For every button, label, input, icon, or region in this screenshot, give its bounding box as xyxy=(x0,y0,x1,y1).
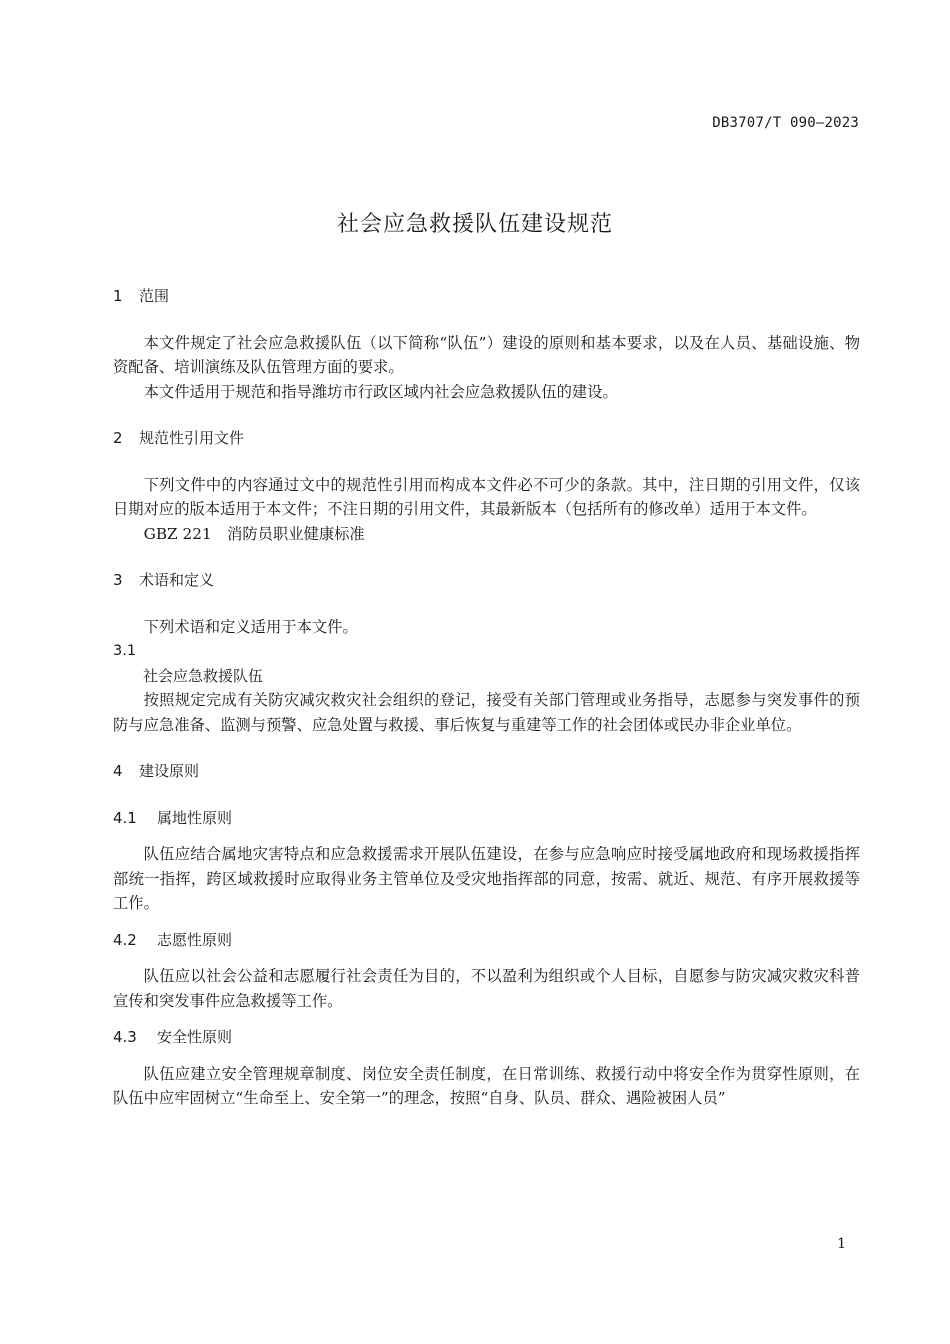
paragraph: 本文件规定了社会应急救援队伍（以下简称“队伍”）建设的原则和基本要求，以及在人员、基础设施、物资配备、培训演练及队伍管理方面的要求。 xyxy=(113,333,860,376)
document-code: DB3707/T 090—2023 xyxy=(712,115,859,131)
section-heading-4 xyxy=(113,759,860,784)
term-definition: 按照规定完成有关防灾减灾救灾社会组织的登记，接受有关部门管理或业务指导，志愿参与突发事件的预防与应急准备、监测与预警、应急处置与救援、事后恢复与重建等工作的社会团体或民办非企业单位。 xyxy=(113,691,860,734)
paragraph: 队伍应建立安全管理规章制度、岗位安全责任制度，在日常训练、救援行动中将安全作为贯穿性原则，在队伍中应牢固树立“生命至上、安全第一”的理念，按照“自身、队员、群众、遇险被困人员” xyxy=(113,1064,860,1107)
subsection-title: 志愿性原则 xyxy=(157,930,233,949)
subsection-number: 4.2 xyxy=(113,930,137,949)
section-number: 2 xyxy=(113,429,123,447)
term-name: 社会应急救援队伍 xyxy=(143,666,264,685)
subsection-title: 属地性原则 xyxy=(157,808,233,827)
document-body xyxy=(113,284,860,1111)
page-number: 1 xyxy=(837,1236,846,1252)
subsection-heading-4-2 xyxy=(113,928,860,953)
paragraph: 队伍应结合属地灾害特点和应急救援需求开展队伍建设，在参与应急响应时接受属地政府和现场救援指挥部统一指挥，跨区域救援时应取得业务主管单位及受灾地指挥部的同意，按需、就近、规范、有序开展救援等工作。 xyxy=(113,845,860,912)
paragraph: 下列术语和定义适用于本文件。 xyxy=(143,617,358,636)
paragraph: 队伍应以社会公益和志愿履行社会责任为目的，不以盈利为组织或个人目标，自愿参与防灾减灾救灾科普宣传和突发事件应急救援等工作。 xyxy=(113,967,860,1010)
term-number: 3.1 xyxy=(113,643,137,659)
section-number: 1 xyxy=(113,287,123,305)
subsection-number: 4.3 xyxy=(113,1028,137,1046)
section-title: 范围 xyxy=(139,287,170,305)
document-title: 社会应急救援队伍建设规范 xyxy=(336,212,613,237)
section-heading-3 xyxy=(113,568,860,593)
subsection-heading-4-1 xyxy=(113,806,860,831)
section-heading-1 xyxy=(113,284,860,309)
paragraph: 本文件适用于规范和指导潍坊市行政区域内社会应急救援队伍的建设。 xyxy=(143,382,618,401)
section-title: 建设原则 xyxy=(139,762,200,780)
subsection-heading-4-3 xyxy=(113,1025,860,1050)
section-number: 4 xyxy=(113,762,123,780)
normative-reference: GBZ 221 消防员职业健康标准 xyxy=(143,524,365,543)
subsection-title: 安全性原则 xyxy=(157,1028,233,1046)
paragraph: 下列文件中的内容通过文中的规范性引用而构成本文件必不可少的条款。其中，注日期的引用文件，仅该日期对应的版本适用于本文件；不注日期的引用文件，其最新版本（包括所有的修改单）适用于本文件。 xyxy=(113,475,860,518)
subsection-number: 4.1 xyxy=(113,808,137,827)
section-title: 规范性引用文件 xyxy=(139,429,245,447)
section-heading-2 xyxy=(113,426,860,451)
section-number: 3 xyxy=(113,571,123,589)
section-title: 术语和定义 xyxy=(139,571,215,589)
